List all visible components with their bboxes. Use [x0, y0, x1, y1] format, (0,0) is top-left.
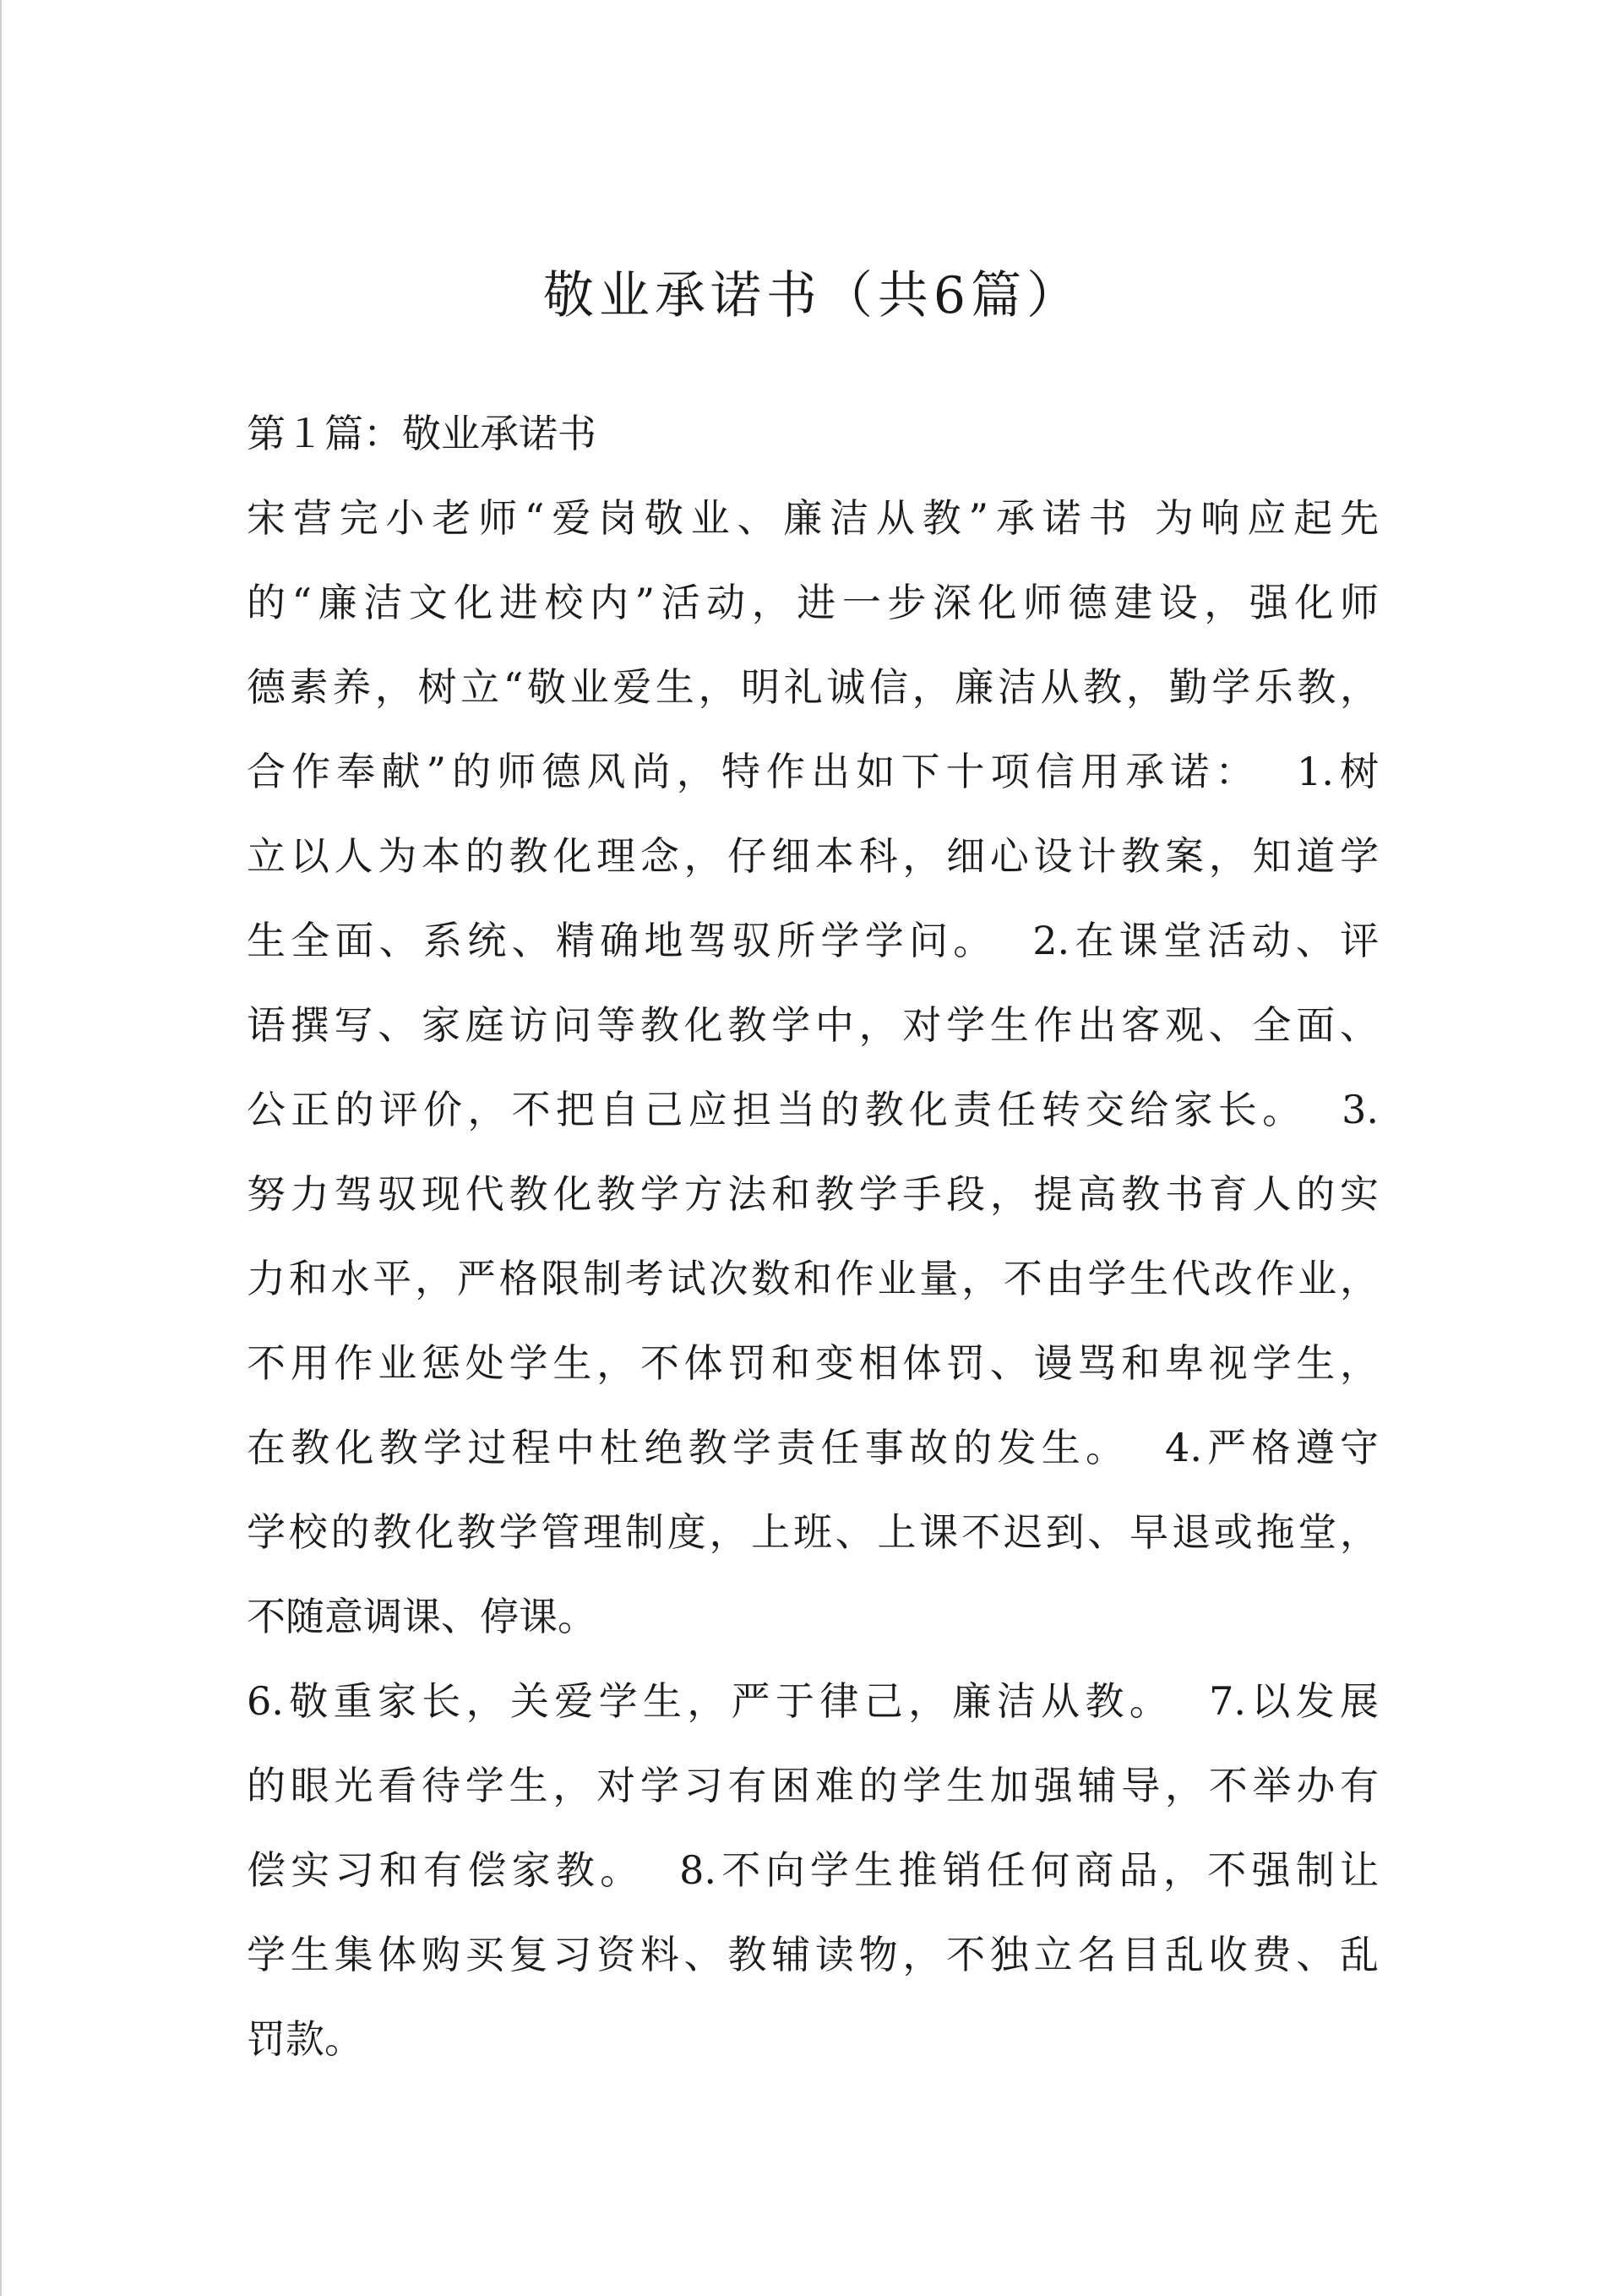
document-title: 敬业承诺书（共6篇）: [542, 266, 1083, 325]
body-line: 6.敬重家长，关爱学生，严于律己，廉洁从教。 7.以发展: [247, 1678, 1379, 1724]
body-line: 的眼光看待学生，对学习有困难的学生加强辅导，不举办有: [247, 1763, 1379, 1808]
body-line: 学生集体购买复习资料、教辅读物，不独立名目乱收费、乱: [247, 1932, 1379, 1977]
body-line: 立以人为本的教化理念，仔细本科，细心设计教案，知道学: [247, 833, 1379, 879]
body-line: 努力驾驭现代教化教学方法和教学手段，提高教书育人的实: [247, 1171, 1379, 1217]
body-line: 德素养，树立“敬业爱生，明礼诚信，廉洁从教，勤学乐教，: [247, 664, 1379, 710]
body-line: 公正的评价，不把自己应担当的教化责任转交给家长。 3.: [247, 1087, 1379, 1132]
body-line: 生全面、系统、精确地驾驭所学学问。 2.在课堂活动、评: [247, 918, 1379, 963]
body-line: 力和水平，严格限制考试次数和作业量，不由学生代改作业，: [247, 1256, 1379, 1301]
body-line: 宋营完小老师“爱岗敬业、廉洁从教”承诺书 为响应起先: [247, 495, 1379, 541]
body-line: 合作奉献”的师德风尚，特作出如下十项信用承诺： 1.树: [247, 749, 1379, 794]
body-line: 不用作业惩处学生，不体罚和变相体罚、谩骂和卑视学生，: [247, 1340, 1379, 1386]
body-line: 学校的教化教学管理制度，上班、上课不迟到、早退或拖堂，: [247, 1509, 1379, 1555]
body-line: 罚款。: [247, 2016, 363, 2062]
body-line: 第１篇：敬业承诺书: [247, 411, 596, 456]
document-body: [247, 391, 1379, 2081]
body-line: 在教化教学过程中杜绝教学责任事故的发生。 4.严格遵守: [247, 1425, 1379, 1470]
body-line: 的“廉洁文化进校内”活动，进一步深化师德建设，强化师: [247, 580, 1379, 625]
body-line: 语撰写、家庭访问等教化教学中，对学生作出客观、全面、: [247, 1002, 1379, 1048]
body-line: 不随意调课、停课。: [247, 1594, 596, 1639]
body-line: 偿实习和有偿家教。 8.不向学生推销任何商品，不强制让: [247, 1847, 1379, 1893]
